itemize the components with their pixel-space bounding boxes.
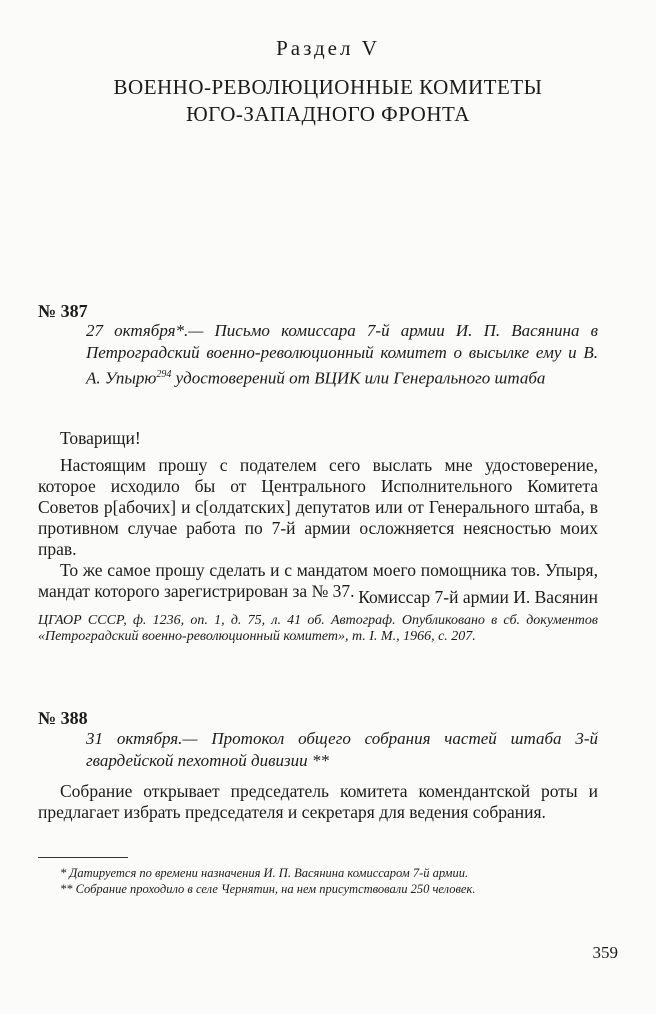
paragraph: Настоящим прошу с подателем сего выслать мне удостоверение, которое исходило бы от Центрального Исполнительного Комитета Советов р[абочих] и с[олдатских] депутатов или от Генерального штаба, в противном случае работа по 7-й армии осложняется неясностью моих прав. bbox=[38, 455, 598, 559]
footnote-divider bbox=[38, 857, 128, 858]
letter-body bbox=[38, 428, 598, 602]
chapter-title bbox=[0, 74, 656, 128]
section-heading: Раздел V bbox=[276, 36, 380, 60]
footnote-ref: 294 bbox=[156, 369, 172, 380]
chapter-title-line: ЮГО-ЗАПАДНОГО ФРОНТА bbox=[186, 102, 470, 126]
source-citation: ЦГАОР СССР, ф. 1236, оп. 1, д. 75, л. 41 об. Автограф. Опубликовано в сб. документов «Петроградский военно-революционный комитет», т. I. М., 1966, с. 207. bbox=[38, 613, 598, 644]
heading-text: удостоверений от ВЦИК или Генерального штаба bbox=[171, 368, 546, 388]
signature: Комиссар 7-й армии И. Васянин bbox=[358, 587, 598, 607]
paragraph: То же самое прошу сделать и с мандатом моего помощника тов. Упыря, мандат которого зарегистрирован за № 37. bbox=[38, 560, 598, 601]
document-number: № 388 bbox=[38, 708, 88, 728]
heading-text: 27 октября*.— Письмо комиссара 7-й армии И. П. Васянина в Петроградский военно-революционный комитет о высылке ему и В. А. Упырю bbox=[86, 321, 598, 388]
paragraph: Собрание открывает председатель комитета комендантской роты и предлагает избрать председателя и секретаря для ведения собрания. bbox=[38, 781, 598, 822]
protocol-body bbox=[38, 781, 598, 823]
document-heading: 31 октября.— Протокол общего собрания частей штаба 3-й гвардейской пехотной дивизии ** bbox=[86, 729, 598, 770]
greeting: Товарищи! bbox=[60, 428, 141, 448]
footnote: ** Собрание проходило в селе Чернятин, на нем присутствовали 250 человек. bbox=[60, 882, 476, 896]
chapter-title-line: ВОЕННО-РЕВОЛЮЦИОННЫЕ КОМИТЕТЫ bbox=[113, 75, 543, 99]
document-heading bbox=[86, 320, 598, 390]
footnotes bbox=[38, 865, 598, 897]
page-number: 359 bbox=[592, 943, 618, 962]
footnote: * Датируется по времени назначения И. П. Васянина комиссаром 7-й армии. bbox=[60, 866, 469, 880]
document-number: № 387 bbox=[38, 301, 88, 321]
